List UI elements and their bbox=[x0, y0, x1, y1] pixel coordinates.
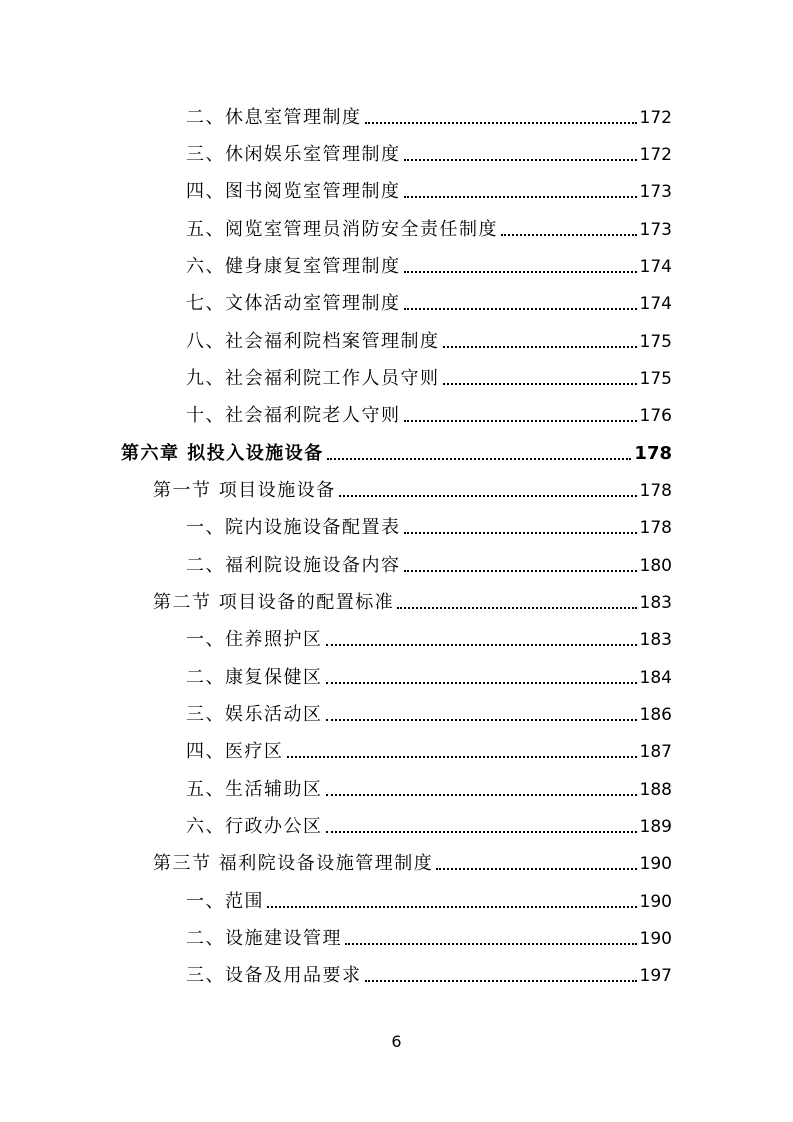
toc-entry[interactable] bbox=[186, 551, 672, 577]
toc-entry[interactable] bbox=[186, 663, 672, 689]
toc-entry-title: 二、康复保健区 bbox=[186, 667, 323, 688]
toc-entry-title: 八、社会福利院档案管理制度 bbox=[186, 331, 440, 352]
toc-entry-title: 第一节 项目设施设备 bbox=[153, 480, 336, 501]
toc-entry[interactable] bbox=[186, 364, 672, 390]
dot-leader bbox=[287, 756, 637, 758]
toc-entry-title: 四、图书阅览室管理制度 bbox=[186, 181, 401, 202]
toc-entry[interactable] bbox=[186, 625, 672, 651]
toc-entry[interactable] bbox=[186, 177, 672, 203]
toc-entry-title: 五、阅览室管理员消防安全责任制度 bbox=[186, 219, 498, 240]
toc-entry-page: 187 bbox=[639, 742, 672, 762]
toc-entry[interactable] bbox=[186, 252, 672, 278]
toc-entry-title: 六、行政办公区 bbox=[186, 816, 323, 837]
toc-entry[interactable] bbox=[186, 513, 672, 539]
toc-entry-page: 190 bbox=[639, 929, 672, 949]
dot-leader bbox=[365, 122, 637, 124]
toc-entry[interactable] bbox=[186, 215, 672, 241]
toc-entry-title: 一、住养照护区 bbox=[186, 629, 323, 650]
dot-leader bbox=[267, 906, 637, 908]
toc-entry-title: 十、社会福利院老人守则 bbox=[186, 405, 401, 426]
dot-leader bbox=[326, 682, 637, 684]
toc-entry-page: 174 bbox=[639, 257, 672, 277]
dot-leader bbox=[501, 234, 637, 236]
toc-entry-page: 174 bbox=[639, 294, 672, 314]
toc-entry-section[interactable] bbox=[153, 849, 672, 875]
toc-entry[interactable] bbox=[186, 289, 672, 315]
toc-entry[interactable] bbox=[186, 812, 672, 838]
toc-entry-page: 183 bbox=[639, 593, 672, 613]
dot-leader bbox=[339, 495, 637, 497]
toc-entry-title: 五、生活辅助区 bbox=[186, 779, 323, 800]
toc-entry-page: 178 bbox=[639, 481, 672, 501]
toc-entry[interactable] bbox=[186, 700, 672, 726]
toc-entry[interactable] bbox=[186, 924, 672, 950]
toc-entry[interactable] bbox=[186, 327, 672, 353]
toc-entry-title: 四、医疗区 bbox=[186, 741, 284, 762]
toc-entry-title: 一、范围 bbox=[186, 891, 264, 912]
dot-leader bbox=[404, 159, 637, 161]
toc-entry-title: 七、文体活动室管理制度 bbox=[186, 293, 401, 314]
dot-leader bbox=[326, 719, 637, 721]
toc-entry-page: 189 bbox=[639, 817, 672, 837]
toc-entry-page: 190 bbox=[639, 892, 672, 912]
page-number: 6 bbox=[391, 1032, 402, 1051]
dot-leader bbox=[404, 532, 637, 534]
toc-entry-page: 176 bbox=[639, 406, 672, 426]
dot-leader bbox=[345, 943, 637, 945]
dot-leader bbox=[404, 196, 637, 198]
toc-entry-page: 183 bbox=[639, 630, 672, 650]
toc-entry-page: 186 bbox=[639, 705, 672, 725]
toc-entry[interactable] bbox=[186, 737, 672, 763]
toc-entry-page: 178 bbox=[639, 518, 672, 538]
dot-leader bbox=[404, 271, 637, 273]
dot-leader bbox=[365, 980, 637, 982]
toc-entry[interactable] bbox=[186, 140, 672, 166]
toc-entry-title: 九、社会福利院工作人员守则 bbox=[186, 368, 440, 389]
toc-entry-title: 三、休闲娱乐室管理制度 bbox=[186, 144, 401, 165]
toc-entry-title: 二、设施建设管理 bbox=[186, 928, 342, 949]
toc-entry-title: 六、健身康复室管理制度 bbox=[186, 256, 401, 277]
toc-entry[interactable] bbox=[186, 775, 672, 801]
toc-entry[interactable] bbox=[186, 961, 672, 987]
dot-leader bbox=[326, 794, 637, 796]
dot-leader bbox=[327, 458, 632, 460]
toc-entry-page: 172 bbox=[639, 145, 672, 165]
toc-entry-page: 184 bbox=[639, 668, 672, 688]
toc-entry-page: 178 bbox=[634, 443, 672, 464]
toc-entry-page: 188 bbox=[639, 780, 672, 800]
toc-entry-title: 二、福利院设施设备内容 bbox=[186, 555, 401, 576]
toc-entry[interactable] bbox=[186, 401, 672, 427]
toc-entry-page: 172 bbox=[639, 108, 672, 128]
dot-leader bbox=[326, 831, 637, 833]
dot-leader bbox=[404, 570, 637, 572]
toc-entry-page: 173 bbox=[639, 220, 672, 240]
toc-entry-page: 175 bbox=[639, 369, 672, 389]
toc-entry-title: 三、设备及用品要求 bbox=[186, 965, 362, 986]
dot-leader bbox=[404, 420, 637, 422]
toc-entry-page: 175 bbox=[639, 332, 672, 352]
toc-entry-page: 173 bbox=[639, 182, 672, 202]
dot-leader bbox=[443, 346, 637, 348]
toc-entry[interactable] bbox=[186, 103, 672, 129]
dot-leader bbox=[397, 607, 636, 609]
toc-entry-section[interactable] bbox=[153, 476, 672, 502]
toc-entry-page: 190 bbox=[639, 854, 672, 874]
toc-entry[interactable] bbox=[186, 887, 672, 913]
toc-entry-page: 197 bbox=[639, 966, 672, 986]
dot-leader bbox=[404, 308, 637, 310]
toc-entry-title: 二、休息室管理制度 bbox=[186, 107, 362, 128]
toc-entry-section[interactable] bbox=[153, 588, 672, 614]
toc-entry-title: 一、院内设施设备配置表 bbox=[186, 517, 401, 538]
toc-entry-title: 第二节 项目设备的配置标准 bbox=[153, 592, 395, 613]
toc-entry-title: 第六章 拟投入设施设备 bbox=[121, 443, 324, 464]
toc-entry-title: 三、娱乐活动区 bbox=[186, 704, 323, 725]
toc-entry-title: 第三节 福利院设备设施管理制度 bbox=[153, 853, 434, 874]
dot-leader bbox=[436, 868, 636, 870]
dot-leader bbox=[443, 383, 637, 385]
toc-entry-chapter[interactable] bbox=[121, 439, 672, 465]
dot-leader bbox=[326, 644, 637, 646]
toc-entry-page: 180 bbox=[639, 556, 672, 576]
